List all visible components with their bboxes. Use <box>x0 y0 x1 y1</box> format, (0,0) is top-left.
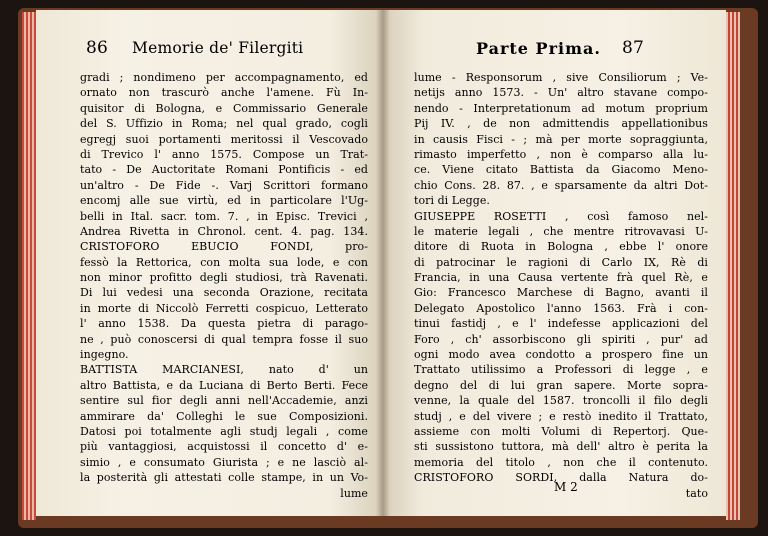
text-line: ce. Viene citato Battista da Giacomo Meno- <box>414 163 708 177</box>
text-line: ogni modo avea condotto a prospero fine un <box>414 348 708 362</box>
text-line: del S. Uffizio in Roma; nel qual grado, cogli <box>80 117 368 131</box>
text-line: lume <box>340 486 368 500</box>
text-line: rimasto imperfetto , non è comparso alla lu- <box>414 147 708 161</box>
text-line: assieme con molti Volumi di Repertorj. Que- <box>414 424 708 438</box>
text-line: encomj alle sue virtù, ed in particolare l'Ug- <box>80 194 368 208</box>
text-line: in causis Fisci - ; mà per morte sopraggiunta, <box>414 132 708 146</box>
text-line: nendo - Interpretationum ad motum proprium <box>414 101 708 115</box>
text-line: gradi ; nondimeno per accompagnamento, ed <box>80 71 368 84</box>
text-line: la posterità gli attestati colle stampe, in un Vo- <box>80 471 368 485</box>
text-line: tato <box>685 486 708 500</box>
text-line: Di lui vedesi una seconda Orazione, recitata <box>80 286 368 300</box>
text-line: le materie legali , che mentre ritrovavasi U- <box>414 224 708 238</box>
text-line: Foro , ch' assorbiscono gli spiriti , pur' ad <box>414 332 708 346</box>
text-line: studj , e del vivere ; e restò inedito il Trattato, <box>414 409 708 423</box>
signature-mark: M 2 <box>554 480 578 494</box>
text-line: un'altro - De Fide -. Varj Scrittori formano <box>80 178 368 192</box>
text-line: Datosi poi totalmente agli studj legali , come <box>80 424 368 438</box>
text-line: simio , e consumato Giurista ; e ne lasciò al- <box>80 455 368 469</box>
text-line: l' anno 1538. Da questa pietra di parago- <box>80 317 368 331</box>
text-line: sti sussistono tuttora, mà dell' altro è perita la <box>414 440 708 454</box>
text-line: fessò la Rettorica, con molta sua lode, e con <box>80 255 368 269</box>
left-page-text <box>80 70 368 501</box>
text-line: egregj suoi portamenti meritossi il Vescovado <box>80 132 368 146</box>
text-line: Trattato utilissimo a Professori di legge , e <box>414 363 708 377</box>
text-line: ornato non trascurò anche l'amene. Fù In- <box>80 86 368 100</box>
text-line: CRISTOFORO EBUCIO FONDI, pro- <box>80 240 368 254</box>
text-line: di Trevico l' anno 1575. Compose un Trat- <box>80 147 368 161</box>
left-page-content <box>36 10 382 516</box>
text-line: ne , può conoscersi di qual tempra fosse il suo <box>80 332 368 346</box>
text-line: più vantaggiosi, acquistossi il concetto d' e- <box>80 440 368 454</box>
text-line: sentire sul fior degli anni nell'Accademie, anzi <box>80 394 368 408</box>
text-line: altro Battista, e da Luciana di Berto Berti. Fece <box>80 378 368 392</box>
text-line: GIUSEPPE ROSETTI , così famoso nel- <box>414 209 708 223</box>
text-line: degno del di lui gran sapere. Morte sopra- <box>414 378 708 392</box>
text-line: belli in Ital. sacr. tom. 7. , in Episc. Trevici , <box>80 209 368 223</box>
red-page-edges-right <box>726 12 740 520</box>
text-line: BATTISTA MARCIANESI, nato d' un <box>80 363 368 377</box>
text-line: in morte di Niccolò Ferretti cospicuo, Letterato <box>80 301 368 315</box>
right-page-content <box>382 10 726 516</box>
text-line: quisitor di Bologna, e Commissario Generale <box>80 101 368 115</box>
text-line: Andrea Rivetta in Chronol. cent. 4. pag. 134. <box>80 224 368 238</box>
text-line: ingegno. <box>80 348 129 362</box>
text-line: netijs anno 1573. - Un' altro stavane compo- <box>414 86 708 100</box>
text-line: tori di Legge. <box>414 194 490 208</box>
text-line: non minor profitto degli studiosi, trà Ravenati. <box>80 271 368 285</box>
right-running-title: Parte Prima. <box>476 39 601 58</box>
left-running-title: Memorie de' Filergiti <box>132 39 304 57</box>
text-line: memoria del titolo , non che il contenuto. <box>414 455 708 469</box>
right-page-text <box>414 70 708 501</box>
text-line: Delegato Apostolico l'anno 1563. Frà i con- <box>414 301 708 315</box>
text-line: venne, la quale del 1587. troncolli il filo degli <box>414 394 708 408</box>
text-line: tato - De Auctoritate Romani Pontificis - ed <box>80 163 368 177</box>
text-line: tinui fastidj , e l' indefesse applicazioni del <box>414 317 708 331</box>
text-line: chio Cons. 28. 87. , e sparsamente da altri Dot- <box>414 178 708 192</box>
left-page-number: 86 <box>86 38 109 58</box>
text-line: Pij IV. , de non admittendis appellationibus <box>414 117 708 131</box>
text-line: di patrocinar le ragioni di Carlo IX, Rè di <box>414 255 708 269</box>
text-line: ditore di Ruota in Bologna , ebbe l' onore <box>414 240 708 254</box>
text-line: Gio: Francesco Marchese di Bagno, avanti il <box>414 286 708 300</box>
text-line: lume - Responsorum , sive Consiliorum ; Ve- <box>414 71 708 84</box>
right-page-number: 87 <box>622 38 645 58</box>
text-line: ammirare da' Colleghi le sue Composizioni. <box>80 409 368 423</box>
text-line: CRISTOFORO SORDI, dalla Natura do- <box>414 471 708 485</box>
text-line: Francia, in una Causa vertente frà quel Rè, e <box>414 271 708 285</box>
red-page-edges-left <box>22 12 36 520</box>
